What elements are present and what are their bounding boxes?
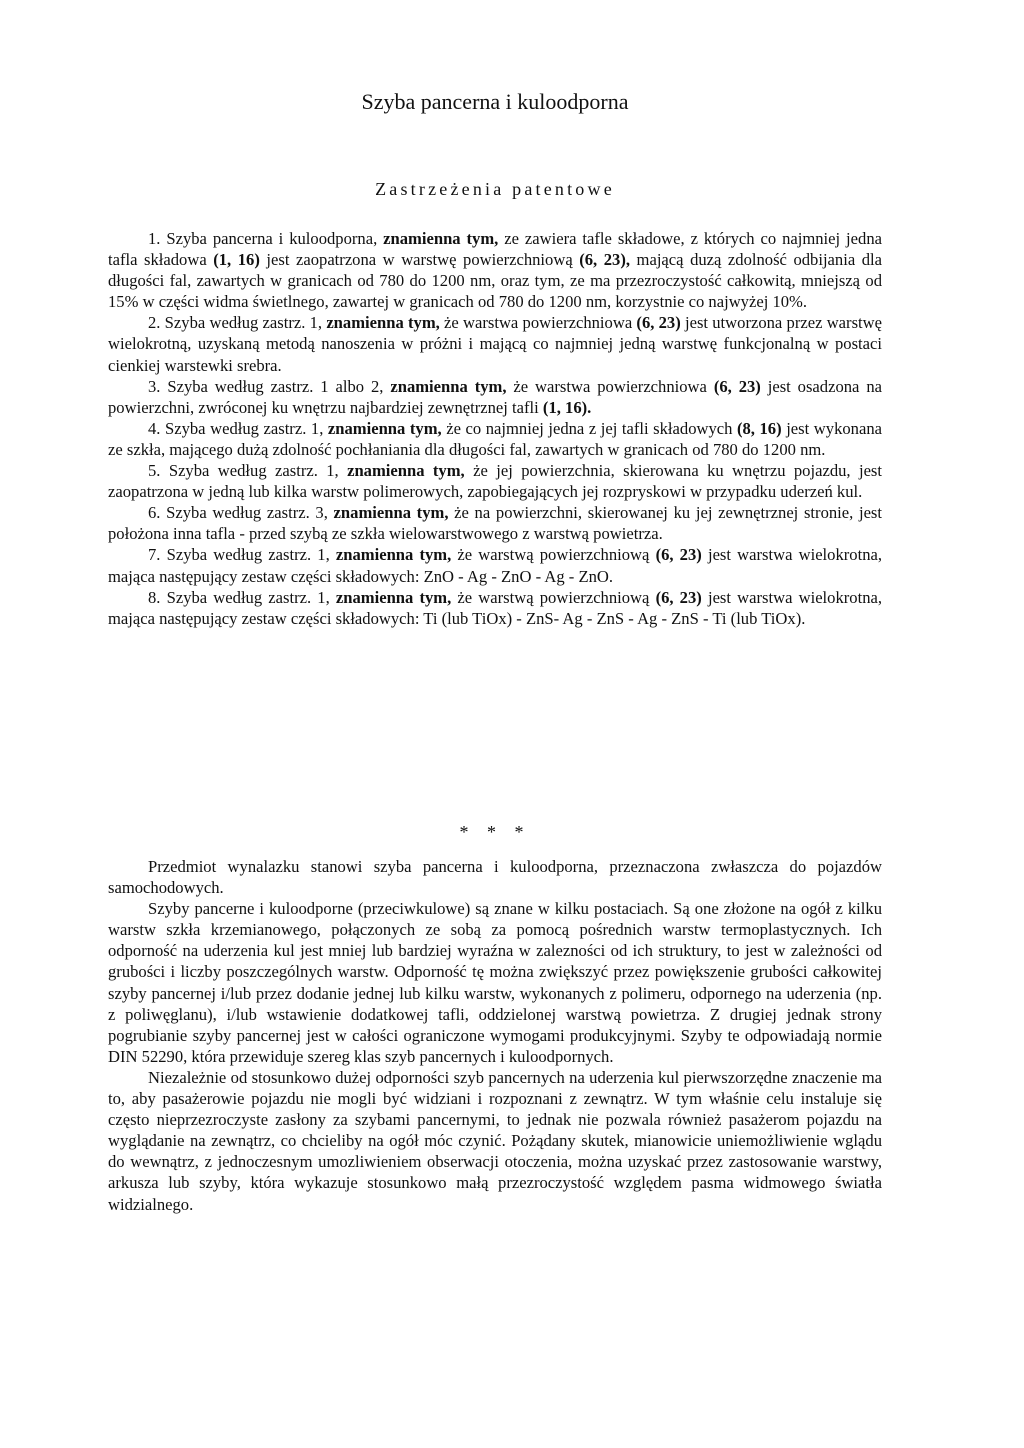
claim-bold: znamienna tym,	[326, 313, 440, 333]
claim-5	[108, 460, 882, 502]
claim-3	[108, 376, 882, 418]
section-heading: Zastrzeżenia patentowe	[375, 179, 615, 199]
claim-1	[108, 228, 882, 312]
document-title: Szyba pancerna i kuloodporna	[361, 89, 629, 114]
claim-bold: znamienna tym,	[383, 229, 499, 248]
claim-bold: (6, 23)	[655, 587, 702, 607]
claim-6	[108, 502, 882, 544]
claims-list	[108, 228, 882, 629]
claim-text: mającą duzą zdolność odbijania dla długości fal, zawartych w granicach od 780 do 1200 nm, oraz tym, ze ma przezroczystość całkowitą, mniejszą od 15% w części widma świetlnego, zawartej w granicach od 780 do 1200 nm, korzystnie co najwyżej 10%.	[108, 250, 883, 312]
claim-lead: 7. Szyba według zastrz. 1,	[148, 545, 336, 565]
claim-lead: 3. Szyba według zastrz. 1 albo 2,	[148, 376, 391, 396]
claim-bold: znamienna tym,	[335, 545, 452, 565]
claim-text: że warstwa powierzchniowa	[439, 313, 637, 333]
claim-2	[108, 312, 882, 375]
claim-text: jest osadzona na powierzchni, zwróconej ku wnętrzu najbardziej zewnętrznej tafli	[108, 376, 882, 417]
claim-7	[108, 544, 882, 586]
claim-text: że na powierzchni, skierowanej ku jej zewnętrznej stronie, jest położona inna tafla - przed szybą ze szkła wielowarstwowego z warstwą powietrza.	[108, 503, 883, 544]
section-separator: * * *	[459, 822, 531, 842]
claim-text: jest warstwa wielokrotna, mająca następujący zestaw części składowych: ZnO - Ag - ZnO - Ag - ZnO.	[108, 545, 883, 586]
claim-text: jest utworzona przez warstwę wielokrotną, uzyskaną metodą nanoszenia w próżni i mającą co najmniej jedną warstwę funkcjonalną w postaci cienkiej warstewki srebra.	[108, 313, 882, 375]
claim-text: jest wykonana ze szkła, mającego dużą zdolność pochłaniania dla długości fal, zawartych w granicach od 780 do 1200 nm.	[108, 418, 882, 459]
claim-bold: (8, 16)	[736, 418, 782, 438]
claim-bold: znamienna tym,	[335, 587, 452, 607]
claim-text: że warstwą powierzchniową	[451, 587, 656, 607]
description-body	[108, 856, 882, 1215]
claim-lead: 2. Szyba według zastrz. 1,	[148, 313, 327, 333]
claim-bold: znamienna tym,	[347, 461, 465, 481]
claim-bold: (6, 23)	[636, 313, 681, 333]
claim-bold: (1, 16)	[213, 250, 260, 270]
description-paragraph: Przedmiot wynalazku stanowi szyba pancerna i kuloodporna, przeznaczona zwłaszcza do pojazdów samochodowych.	[108, 857, 882, 898]
claim-text: że jej powierzchnia, skierowana ku wnętrzu pojazdu, jest zaopatrzona w jedną lub kilka warstw polimerowych, zapobiegających jej rozpryskowi w przypadku uderzeń kul.	[108, 461, 882, 502]
claim-8	[108, 587, 882, 629]
claim-bold: znamienna tym,	[390, 376, 507, 396]
claim-bold: (6, 23)	[655, 545, 702, 565]
description-paragraph: Szyby pancerne i kuloodporne (przeciwkulowe) są znane w kilku postaciach. Są one złożone na ogół z kilku warstw szkła krzemianowego, połączonych ze sobą za pomocą pośrednich warstw termoplastycznych. Ich odporność na uderzenia kul jest mniej lub bardziej wyraźna w zalezności od ich struktury, to jest w zależności od grubości i liczby poszczególnych warstw. Odporność tę można zwiększyć przez powiększenie grubości całkowitej szyby pancernej i/lub przez dodanie jednej lub kilku warstw, wykonanych z polimeru, odpornego na uderzenia (np. z poliwęglanu), i/lub wstawienie dodatkowej tafli, oddzielonej warstwą powietrza. Z drugiej jednak strony pogrubianie szyby pancernej jest w całości ograniczone wymogami produkcyjnymi. Szyby te odpowiadają normie DIN 52290, która przewiduje szereg klas szyb pancernych i kuloodpornych.	[108, 899, 882, 1066]
claim-lead: 5. Szyba według zastrz. 1,	[148, 461, 348, 481]
claim-lead: 1. Szyba pancerna i kuloodporna,	[148, 229, 384, 248]
claim-text: że warstwa powierzchniowa	[506, 376, 714, 396]
claim-text: jest warstwa wielokrotna, mająca następujący zestaw części składowych: Ti (lub TiOx) - ZnS- Ag - ZnS - Ag - ZnS - Ti (lub TiOx).	[108, 587, 883, 628]
claim-lead: 6. Szyba według zastrz. 3,	[148, 503, 334, 523]
claim-text: ze zawiera tafle składowe, z których co najmniej jedna tafla składowa	[108, 229, 882, 270]
claim-bold: znamienna tym,	[327, 418, 442, 438]
claim-bold: (1, 16).	[542, 397, 592, 417]
claim-lead: 8. Szyba według zastrz. 1,	[148, 587, 336, 607]
claim-text: że warstwą powierzchniową	[451, 545, 656, 565]
claim-bold: (6, 23),	[579, 250, 631, 270]
claim-text: że co najmniej jedna z jej tafli składowych	[441, 418, 737, 438]
claim-bold: (6, 23)	[713, 376, 761, 396]
claim-lead: 4. Szyba według zastrz. 1,	[148, 418, 328, 438]
claim-bold: znamienna tym,	[333, 503, 449, 523]
claim-text: jest zaopatrzona w warstwę powierzchniową	[259, 250, 580, 270]
claim-4	[108, 418, 882, 460]
description-paragraph: Niezależnie od stosunkowo dużej odporności szyb pancernych na uderzenia kul pierwszorzędne znaczenie ma to, aby pasażerowie pojazdu nie mogli być widziani i rozpoznani z zewnątrz. W tym właśnie celu instaluje się często nieprzezroczyste zasłony za szybami pancernymi, to jednak nie pozwala również pasażerom pojazdu na wyglądanie na zewnątrz, co chcieliby na ogół móc czynić. Pożądany skutek, mianowicie uniemożliwienie wglądu do wewnątrz, z jednoczesnym umozliwieniem obserwacji otoczenia, można uzyskać przez zastosowanie warstwy, arkusza lub szyby, która wykazuje stosunkowo małą przezroczystość względem pasma widmowego światła widzialnego.	[108, 1067, 882, 1214]
